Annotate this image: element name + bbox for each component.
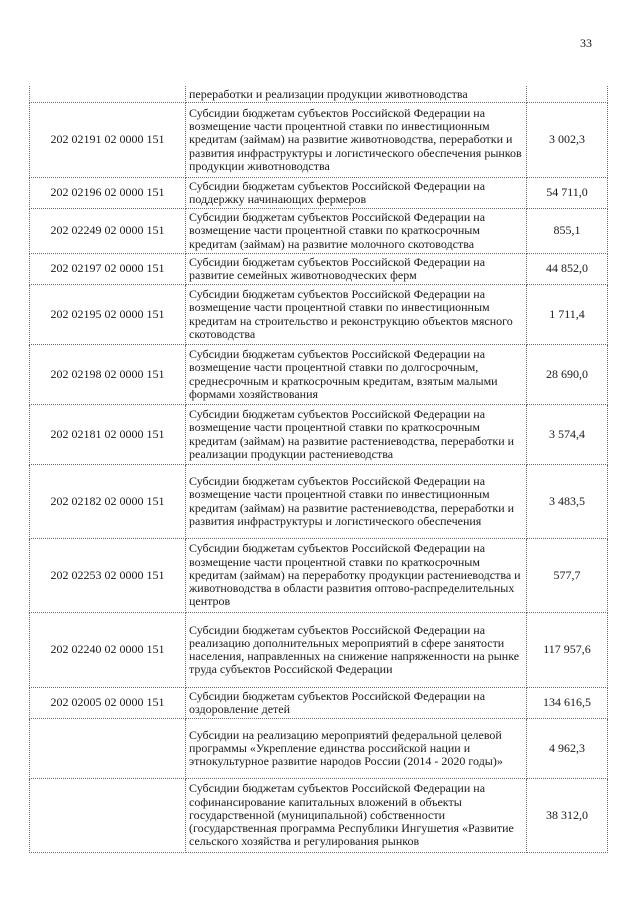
table-row xyxy=(30,177,608,208)
table-row xyxy=(30,208,608,253)
table-row xyxy=(30,612,608,687)
budget-code-cell: 202 02196 02 0000 151 xyxy=(30,177,186,208)
description-cell xyxy=(186,464,527,538)
budget-code-cell xyxy=(30,718,186,778)
budget-code-cell xyxy=(30,778,186,852)
description-cell xyxy=(186,718,527,778)
table-row xyxy=(30,344,608,404)
budget-code-cell: 202 02249 02 0000 151 xyxy=(30,208,186,253)
description-cell xyxy=(186,284,527,344)
budget-code-cell: 202 02253 02 0000 151 xyxy=(30,538,186,612)
table-row xyxy=(30,687,608,718)
amount-cell: 44 852,0 xyxy=(527,253,608,284)
amount-cell: 38 312,0 xyxy=(527,778,608,852)
description-cell xyxy=(186,177,527,208)
table-row xyxy=(30,538,608,612)
page-number: 33 xyxy=(580,36,592,50)
table-row xyxy=(30,718,608,778)
amount-cell: 855,1 xyxy=(527,208,608,253)
row-description: Субсидии на реализацию мероприятий федеральной целевой программы «Укрепление единства российской нации и этнокультурное развитие народов России (2014 - 2020 годы)» xyxy=(189,727,503,769)
description-cell xyxy=(186,344,527,404)
budget-revenue-table xyxy=(29,86,608,853)
amount-cell: 577,7 xyxy=(527,538,608,612)
table-row xyxy=(30,464,608,538)
budget-code-cell: 202 02195 02 0000 151 xyxy=(30,284,186,344)
amount-cell: 3 574,4 xyxy=(527,404,608,464)
amount-cell: 54 711,0 xyxy=(527,177,608,208)
amount-cell xyxy=(527,86,608,102)
row-description: Субсидии бюджетам субъектов Российской Федерации на возмещение части процентной ставки по краткосрочным кредитам (займам) на развитие молочного скотоводства xyxy=(189,210,486,251)
table-row xyxy=(30,284,608,344)
row-description: Субсидии бюджетам субъектов Российской Федерации на поддержку начинающих фермеров xyxy=(189,178,486,206)
row-description: Субсидии бюджетам субъектов Российской Федерации на возмещение части процентной ставки по инвестиционным кредитам (займам) на развитие растениеводства, переработки и развития инфраструктуры и логистического обеспечения xyxy=(189,474,515,528)
row-description: переработки и реализации продукции животноводства xyxy=(189,86,468,101)
description-cell xyxy=(186,612,527,687)
row-description: Субсидии бюджетам субъектов Российской Федерации на возмещение части процентной ставки по краткосрочным кредитам (займам) на переработку продукции растениеводства и животноводства в области развития оптово-распределительных центров xyxy=(189,541,521,609)
description-cell xyxy=(186,404,527,464)
budget-code-cell: 202 02240 02 0000 151 xyxy=(30,612,186,687)
amount-cell: 1 711,4 xyxy=(527,284,608,344)
description-cell xyxy=(186,253,527,284)
budget-code-cell xyxy=(30,86,186,102)
amount-cell: 117 957,6 xyxy=(527,612,608,687)
row-description: Субсидии бюджетам субъектов Российской Федерации на реализацию дополнительных мероприятий в сфере занятости населения, направленных на снижение напряженности на рынке труда субъектов Российской Федерации xyxy=(189,622,520,677)
table-row xyxy=(30,778,608,852)
budget-code-cell: 202 02005 02 0000 151 xyxy=(30,687,186,718)
description-cell xyxy=(186,86,527,102)
amount-cell: 134 616,5 xyxy=(527,687,608,718)
budget-code-cell: 202 02181 02 0000 151 xyxy=(30,404,186,464)
description-cell xyxy=(186,538,527,612)
budget-code-cell: 202 02182 02 0000 151 xyxy=(30,464,186,538)
row-description: Субсидии бюджетам субъектов Российской Федерации на возмещение части процентной ставки по долгосрочным, среднесрочным и краткосрочным кредитам, взятым малыми формами хозяйствования xyxy=(189,347,498,401)
description-cell xyxy=(186,102,527,177)
budget-code-cell: 202 02191 02 0000 151 xyxy=(30,102,186,177)
row-description: Субсидии бюджетам субъектов Российской Федерации на возмещение части процентной ставки по инвестиционным кредитам (займам) на развитие животноводства, переработки и развития инфраструктуры и логистического обеспечения рынков продукции животноводства xyxy=(189,105,522,173)
budget-code-cell: 202 02198 02 0000 151 xyxy=(30,344,186,404)
table-row xyxy=(30,404,608,464)
amount-cell: 4 962,3 xyxy=(527,718,608,778)
table-row xyxy=(30,253,608,284)
row-description: Субсидии бюджетам субъектов Российской Федерации на возмещение части процентной ставки по инвестиционным кредитам на строительство и реконструкцию объектов мясного скотоводства xyxy=(189,287,513,341)
table-row xyxy=(30,102,608,177)
amount-cell: 3 483,5 xyxy=(527,464,608,538)
table-row xyxy=(30,86,608,102)
amount-cell: 28 690,0 xyxy=(527,344,608,404)
description-cell xyxy=(186,687,527,718)
row-description: Субсидии бюджетам субъектов Российской Федерации на софинансирование капитальных вложений в объекты государственной (муниципальной) собственности (государственная программа Республики Ингушетия «Развитие сельского хозяйства и регулирования рынков xyxy=(189,781,514,849)
budget-code-cell: 202 02197 02 0000 151 xyxy=(30,253,186,284)
description-cell xyxy=(186,778,527,852)
row-description: Субсидии бюджетам субъектов Российской Федерации на оздоровление детей xyxy=(189,688,486,716)
description-cell xyxy=(186,208,527,253)
amount-cell: 3 002,3 xyxy=(527,102,608,177)
row-description: Субсидии бюджетам субъектов Российской Федерации на развитие семейных животноводческих ферм xyxy=(189,254,486,282)
row-description: Субсидии бюджетам субъектов Российской Федерации на возмещение части процентной ставки по краткосрочным кредитам (займам) на развитие растениеводства, переработки и реализации продукции растениеводства xyxy=(189,407,515,461)
